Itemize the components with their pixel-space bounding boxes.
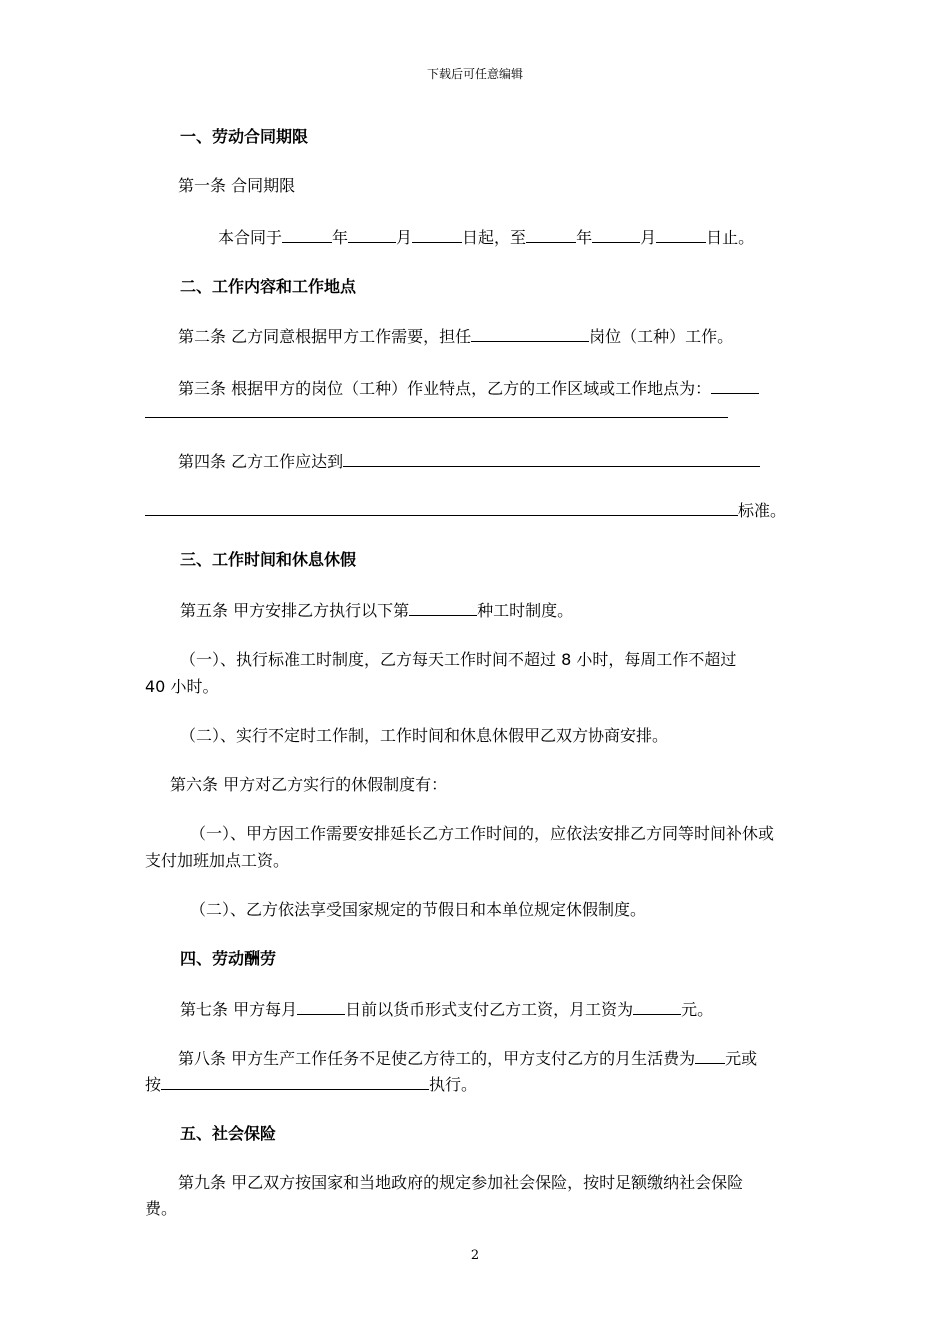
article-5-item-1-line-1: （一）、执行标准工时制度，乙方每天工作时间不超过 8 小时，每周工作不超过 <box>180 650 737 669</box>
start-month-blank[interactable] <box>348 227 396 243</box>
section-title-insurance: 五、社会保险 <box>180 1124 277 1143</box>
section-title-hours: 三、工作时间和休息休假 <box>180 550 357 569</box>
section-title-work-content: 二、工作内容和工作地点 <box>180 277 357 296</box>
article-6-item-2: （二）、乙方依法享受国家规定的节假日和本单位规定休假制度。 <box>190 900 647 919</box>
article-6-title: 第六条 甲方对乙方实行的休假制度有： <box>170 775 448 794</box>
end-month-blank[interactable] <box>592 227 640 243</box>
section-title-term: 一、劳动合同期限 <box>180 127 309 146</box>
article-3-text: 第三条 根据甲方的岗位（工种）作业特点，乙方的工作区域或工作地点为： <box>178 378 759 399</box>
monthly-wage-blank[interactable] <box>633 999 681 1015</box>
start-day-blank[interactable] <box>412 227 462 243</box>
work-standard-blank[interactable] <box>343 451 760 467</box>
article-9-line-1: 第九条 甲乙双方按国家和当地政府的规定参加社会保险，按时足额缴纳社会保险 <box>178 1173 744 1192</box>
article-8-line-1: 第八条 甲方生产工作任务不足使乙方待工的，甲方支付乙方的月生活费为 元或 <box>178 1049 758 1068</box>
end-day-blank[interactable] <box>656 227 706 243</box>
alternative-standard-blank[interactable] <box>161 1074 429 1090</box>
article-9-line-2: 费。 <box>145 1199 178 1218</box>
article-7-text: 第七条 甲方每月 日前以货币形式支付乙方工资，月工资为 元。 <box>180 1000 714 1019</box>
article-1-title: 第一条 合同期限 <box>178 176 296 195</box>
article-5-item-1-line-2: 40 小时。 <box>145 677 219 696</box>
section-title-pay: 四、劳动酬劳 <box>180 949 277 968</box>
position-blank[interactable] <box>471 326 589 342</box>
start-year-blank[interactable] <box>282 227 332 243</box>
article-1-text: 本合同于 年 月 日起，至 年 月 日止。 <box>218 228 755 247</box>
article-2-text: 第二条 乙方同意根据甲方工作需要，担任 岗位（工种）工作。 <box>178 327 734 346</box>
work-standard-line[interactable] <box>145 500 738 516</box>
work-location-line[interactable] <box>145 417 728 418</box>
living-allowance-blank[interactable] <box>695 1048 725 1064</box>
article-6-item-1-line-2: 支付加班加点工资。 <box>145 851 290 870</box>
page-header: 下载后可任意编辑 <box>426 67 523 81</box>
article-5-text: 第五条 甲方安排乙方执行以下第 种工时制度。 <box>180 601 574 620</box>
hour-system-blank[interactable] <box>409 600 477 616</box>
end-year-blank[interactable] <box>526 227 576 243</box>
pay-day-blank[interactable] <box>297 999 345 1015</box>
work-location-blank[interactable] <box>711 378 759 394</box>
article-6-item-1-line-1: （一）、甲方因工作需要安排延长乙方工作时间的，应依法安排乙方同等时间补休或 <box>190 824 775 843</box>
article-4-text: 第四条 乙方工作应达到 <box>178 451 760 472</box>
article-5-item-2: （二）、实行不定时工作制，工作时间和休息休假甲乙双方协商安排。 <box>180 726 669 745</box>
article-4-end: 标准。 <box>145 500 786 521</box>
article-8-line-2: 按 执行。 <box>145 1075 478 1094</box>
page-number: 2 <box>470 1248 480 1263</box>
